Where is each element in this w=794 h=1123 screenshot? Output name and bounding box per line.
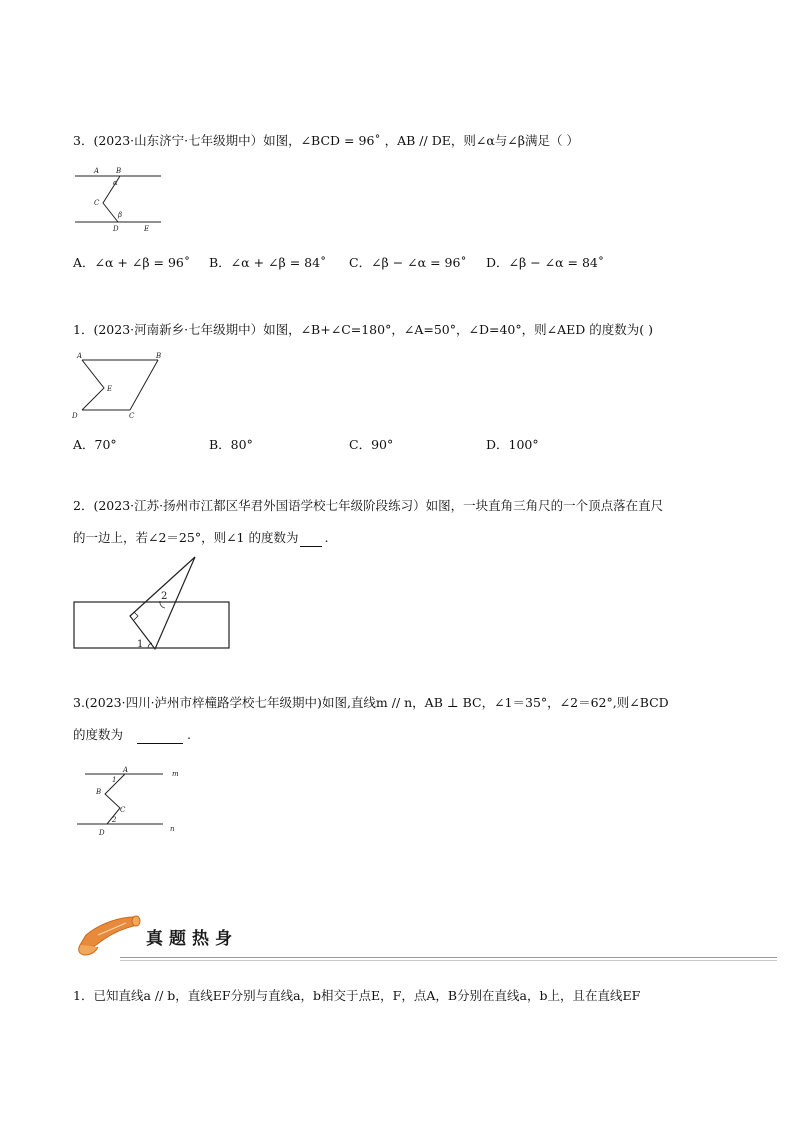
option-a[interactable]: A．70° <box>73 437 117 452</box>
answer-blank[interactable] <box>137 731 183 744</box>
question-2-line1: 2．(2023·江苏·扬州市江都区华君外国语学校七年级阶段练习）如图，一块直角三角尺的一个顶点落在直尺 <box>73 498 664 513</box>
question-3b-period: . <box>187 727 191 742</box>
option-d[interactable]: D．100° <box>486 437 539 452</box>
label-angle-2: 2 <box>112 816 117 824</box>
section-divider-thin <box>120 960 777 961</box>
label-n: n <box>170 825 175 833</box>
label-m: m <box>172 770 179 778</box>
label-angle-1: 1 <box>112 776 117 784</box>
question-2-line2 <box>73 529 328 547</box>
section-divider <box>120 957 777 958</box>
question-3b-line2 <box>73 726 191 744</box>
question-3b-text: 的度数为 <box>73 727 124 742</box>
label-beta: β <box>118 211 123 219</box>
scroll-icon <box>76 911 146 959</box>
question-3b-line1: 3.(2023·四川·泸州市梓橦路学校七年级期中)如图,直线m // n，AB ⊥ BC，∠1＝35°，∠2＝62°,则∠BCD <box>73 695 669 710</box>
label-C: C <box>129 412 135 420</box>
label-E: E <box>107 385 113 393</box>
label-D: D <box>113 225 119 233</box>
question-2-text: 的一边上，若∠2＝25°，则∠1 的度数为 <box>73 530 299 545</box>
label-C: C <box>94 199 100 207</box>
answer-blank[interactable] <box>300 534 322 547</box>
question-2-period: . <box>324 530 329 545</box>
label-A: A <box>123 766 129 774</box>
option-a[interactable]: A．∠α + ∠β = 96˚ <box>73 255 191 270</box>
option-c[interactable]: C．90° <box>349 437 394 452</box>
option-b[interactable]: B．80° <box>209 437 253 452</box>
label-B: B <box>116 167 122 175</box>
figure-parallel-m-n <box>75 764 185 840</box>
section-title: 真题热身 <box>146 929 238 949</box>
figure-ruler-triangle <box>72 555 237 655</box>
label-angle-2: 2 <box>161 591 168 602</box>
option-c[interactable]: C．∠β − ∠α = 96˚ <box>349 255 467 270</box>
label-angle-1: 1 <box>137 639 144 650</box>
option-d[interactable]: D．∠β − ∠α = 84˚ <box>486 255 605 270</box>
label-E: E <box>144 225 150 233</box>
label-D: D <box>99 829 105 837</box>
label-D: D <box>72 412 78 420</box>
label-B: B <box>96 788 102 796</box>
question-3-text: 3．(2023·山东济宁·七年级期中）如图，∠BCD = 96˚ ，AB // DE，则∠α与∠β满足（ ） <box>73 133 579 148</box>
label-B: B <box>156 352 162 360</box>
label-C: C <box>120 806 126 814</box>
question-1-text: 1．(2023·河南新乡·七年级期中）如图，∠B+∠C=180°，∠A=50°，∠D=40°，则∠AED 的度数为( ) <box>73 322 653 337</box>
label-A: A <box>94 167 100 175</box>
label-A: A <box>77 352 83 360</box>
label-alpha: α <box>113 179 118 187</box>
figure-parallelogram-e <box>72 348 172 423</box>
figure-parallel-lines-alpha-beta <box>73 165 168 235</box>
option-b[interactable]: B．∠α + ∠β = 84˚ <box>209 255 327 270</box>
question-warmup-1-text: 1．已知直线a // b，直线EF分别与直线a，b相交于点E，F，点A，B分别在直线a，b上，且在直线EF <box>73 988 641 1003</box>
